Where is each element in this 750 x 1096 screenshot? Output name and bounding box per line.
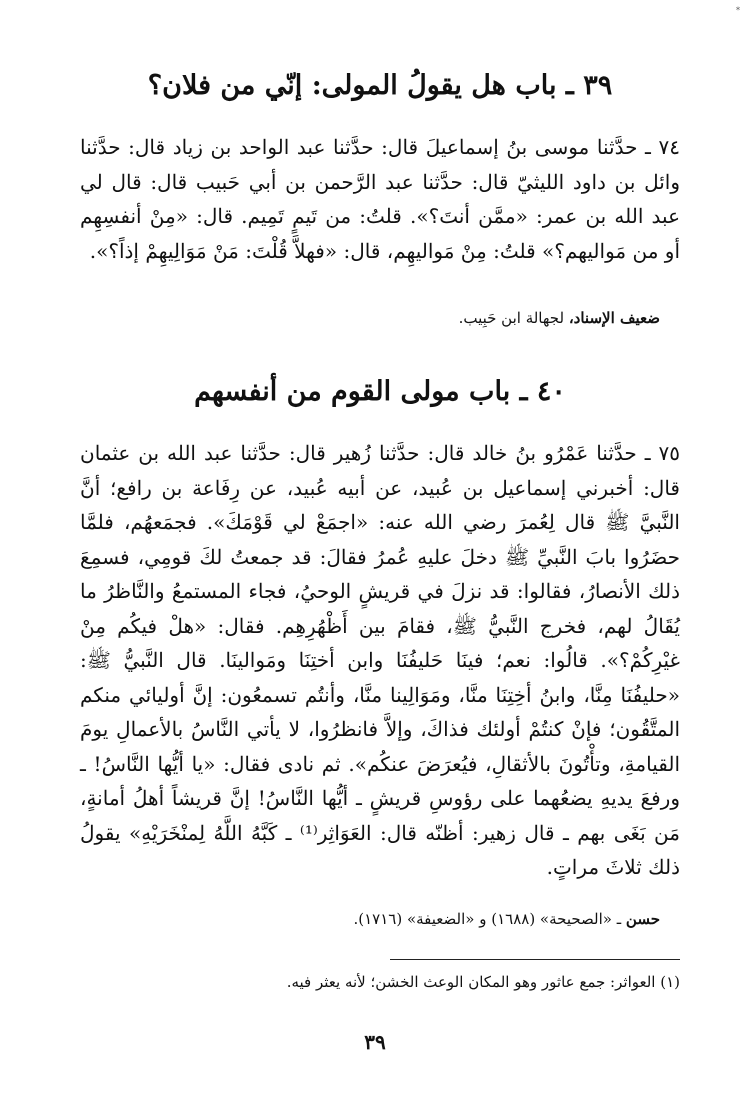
footnote-separator — [390, 959, 680, 960]
chapter-title-39: ٣٩ ـ باب هل يقولُ المولى: إنّي من فلان؟ — [147, 70, 613, 101]
grade-references: ـ «الصحيحة» (١٦٨٨) و «الضعيفة» (١٧١٦). — [353, 910, 622, 928]
chapter-title-40: ٤٠ ـ باب مولى القوم من أنفسهم — [194, 376, 566, 407]
grade-label: حسن — [625, 910, 660, 928]
hadith-74-text: ٧٤ ـ حدَّثنا موسى بنُ إسماعيلَ قال: حدَّثنا عبد الواحد بن زياد قال: حدَّثنا وائل بن داود الليثيّ قال: حدَّثنا عبد الرَّحمن بن أبي حَبيب قال: قال لي عبد الله بن عمر: «ممَّن أنتَ؟». قلتُ: من تَيمٍ تَمِيم. قال: «مِنْ أنفسِهِم أو من مَواليهم؟» قلتُ: مِنْ مَواليهِم، قال: «فهلاَّ قُلْتَ: مَنْ مَوَالِيهِمْ إذاً؟». — [80, 135, 680, 263]
hadith-75-text: ٧٥ ـ حدَّثنا عَمْرُو بنُ خالد قال: حدَّثنا زُهير قال: حدَّثنا عبد الله بن عثمان قال: أخبرني إسماعيل بن عُبيد، عن أبيه عُبيد، عن رِفَاعة بن رافع؛ أنَّ النَّبيَّ ﷺ قال لِعُمرَ رضي الله عنه: «اجمَعْ لي قَوْمَكَ». فجمَعهُم، فلمَّا حضَرُوا بابَ النَّبيِّ ﷺ دخلَ عليهِ عُمرُ فقالَ: قد جمعتُ لكَ قومِي، فسمِعَ ذلك الأنصارُ، فقالوا: قد نزلَ في قريشٍ الوحيُ، فجاء المستمعُ والنَّاظرُ ما يُقَالُ لهم، فخرج النَّبيُّ ﷺ، فقامَ بين أَظْهُرِهِم. فقال: «هلْ فيكُم مِنْ غيْرِكُمْ؟». قالُوا: نعم؛ فينَا حَليفُنَا وابن أختِنَا ومَوالينَا. قال النَّبيُّ ﷺ: «حليفُنَا مِنَّا، وابنُ أخِتِنَا منَّا، ومَوَالِينا منَّا، وأنتُم تسمعُون: إنَّ أوليائي منكم المتَّقُون؛ فإنْ كنتُمْ أولئك فذاكَ، وإلاَّ فانظرُوا، لا يأتي النَّاسُ بالأعمالِ يومَ القيامةِ، وتأْتُونَ بالأثقالِ، فيُعرَضَ عنكُم». ثم نادى فقال: «يا أيُّها النَّاسُ! ـ ورفعَ يديهِ يضعُهما على رؤوسِ قريشٍ ـ أيُّها النَّاسُ! إنَّ قريشاً أهلُ أمانةٍ، مَن بَغَى بهم ـ قال زهير: أظنّه قال: العَوَاثِر⁽¹⁾ ـ كَبَّهُ اللَّهُ لِمنْخَرَيْهِ» يقولُ ذلك ثلاثَ مراتٍ. — [80, 441, 680, 879]
grade-label: ضعيف الإسناد، — [568, 309, 660, 327]
corner-mark: * — [736, 6, 740, 15]
footnote-1: (١) العواثر: جمع عاثور وهو المكان الوعث الخشن؛ لأنه يعثر فيه. — [286, 973, 680, 991]
hadith-75-grade — [100, 907, 660, 931]
page-number: ٣٩ — [364, 1030, 386, 1054]
grade-reason: لجهالة ابن حَبِيب. — [458, 309, 565, 327]
hadith-74-grade — [100, 306, 660, 330]
